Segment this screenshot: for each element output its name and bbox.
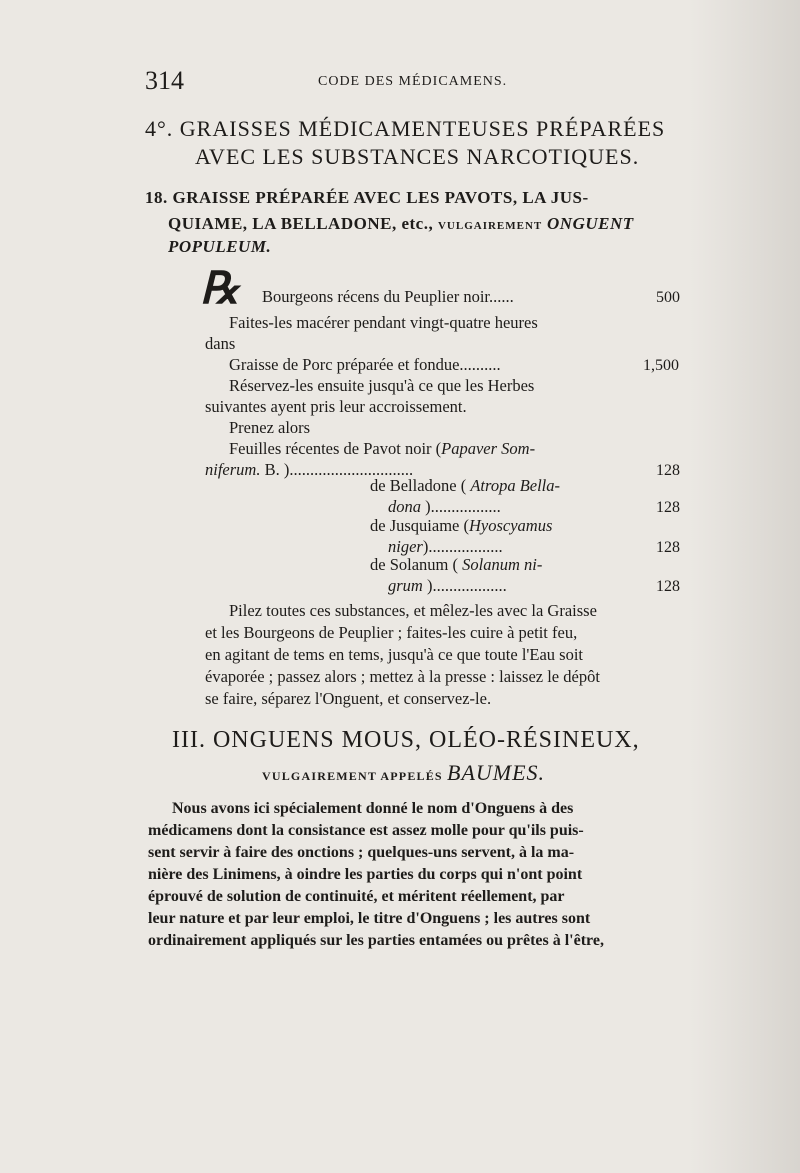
- ingredient-line: [370, 555, 542, 575]
- section-iii-baumes: BAUMES.: [447, 760, 546, 785]
- instruction-line: en agitant de tems en tems, jusqu'à ce que toute l'Eau soit: [205, 645, 584, 664]
- ingredient-leader: )..................: [422, 537, 503, 556]
- recipe-heading-line2: [168, 214, 634, 234]
- recipe-heading-line1: 18. GRAISSE PRÉPARÉE AVEC LES PAVOTS, LA JUS-: [145, 188, 589, 207]
- paragraph-line: ordinairement appliqués sur les parties entamées ou prêtes à l'être,: [148, 932, 604, 949]
- recipe-heading-line2-text: QUIAME, LA BELLADONE, etc.,: [168, 214, 434, 233]
- ingredient-quantity: 128: [656, 578, 680, 595]
- ingredient-quantity: 128: [656, 462, 680, 479]
- recipe-line: Bourgeons récens du Peuplier noir......: [262, 287, 514, 306]
- paragraph-line: leur nature et par leur emploi, le titre d'Onguens ; les autres sont: [148, 910, 591, 927]
- ingredient-latin: grum: [388, 576, 423, 595]
- instruction-line: évaporée ; passez alors ; mettez à la presse : laissez le dépôt: [205, 667, 600, 686]
- paragraph-line: Nous avons ici spécialement donné le nom d'Onguens à des: [172, 800, 574, 817]
- ingredient-latin: Papaver Som-: [441, 439, 536, 458]
- recipe-heading-line3: POPULEUM.: [168, 237, 272, 256]
- instruction-line: Pilez toutes ces substances, et mêlez-les avec la Graisse: [229, 601, 597, 620]
- recipe-line: suivantes ayent pris leur accroissement.: [205, 397, 467, 416]
- ingredient-latin: Solanum ni-: [462, 555, 543, 574]
- ingredient-line: [388, 576, 507, 596]
- recipe-line: Réservez-les ensuite jusqu'à ce que les Herbes: [229, 376, 535, 395]
- recipe-heading-vulgairement: VULGAIREMENT: [437, 220, 543, 232]
- instruction-line: et les Bourgeons de Peuplier ; faites-les cuire à petit feu,: [205, 623, 578, 642]
- ingredient-quantity: 128: [656, 499, 680, 516]
- recipe-heading-onguent: ONGUENT: [547, 214, 634, 233]
- ingredient-latin: niger: [388, 537, 423, 556]
- paragraph-line: médicamens dont la consistance est assez molle pour qu'ils puis-: [148, 822, 584, 839]
- recipe-symbol: ℞: [200, 264, 240, 313]
- ingredient-name: de Belladone (: [370, 476, 471, 495]
- recipe-quantity: 500: [656, 289, 680, 306]
- ingredient-leader: ).................: [421, 497, 501, 516]
- section-iii-subtitle: [262, 760, 545, 786]
- ingredient-latin: dona: [388, 497, 421, 516]
- ingredient-quantity: 128: [656, 539, 680, 556]
- page-number: 314: [145, 66, 184, 95]
- ingredient-leader: B. )..............................: [260, 460, 414, 479]
- ingredient-latin: Hyoscyamus: [468, 516, 553, 535]
- ingredient-line: [388, 537, 503, 557]
- section-title-line1: 4°. GRAISSES MÉDICAMENTEUSES PRÉPARÉES: [145, 116, 666, 141]
- instruction-line: se faire, séparez l'Onguent, et conservez-le.: [205, 689, 492, 708]
- page-edge-shadow: [690, 0, 800, 1173]
- ingredient-line: [388, 497, 501, 517]
- recipe-line: Graisse de Porc préparée et fondue..........: [229, 355, 501, 374]
- paragraph-line: éprouvé de solution de continuité, et méritent réellement, par: [148, 888, 565, 905]
- ingredient-name: Feuilles récentes de Pavot noir (: [229, 439, 442, 458]
- ingredient-latin: niferum.: [205, 460, 261, 479]
- recipe-line: Prenez alors: [229, 418, 311, 437]
- paragraph-line: nière des Linimens, à oindre les parties du corps qui n'ont point: [148, 866, 583, 883]
- section-iii-subtitle-text: VULGAIREMENT APPELÉS: [262, 769, 443, 783]
- ingredient-line: [370, 516, 552, 536]
- ingredient-leader: )..................: [422, 576, 507, 595]
- recipe-line: Faites-les macérer pendant vingt-quatre heures: [229, 313, 538, 332]
- ingredient-line: [229, 439, 535, 459]
- recipe-quantity: 1,500: [643, 357, 679, 374]
- paragraph-line: sent servir à faire des onctions ; quelques-uns servent, à la ma-: [148, 844, 575, 861]
- ingredient-line: [370, 476, 560, 496]
- ingredient-latin: Atropa Bella-: [470, 476, 561, 495]
- recipe-line: dans: [205, 334, 236, 353]
- section-title-line2: AVEC LES SUBSTANCES NARCOTIQUES.: [195, 144, 640, 169]
- ingredient-name: de Jusquiame (: [370, 516, 469, 535]
- section-iii-title: III. ONGUENS MOUS, OLÉO-RÉSINEUX,: [172, 727, 640, 753]
- running-title: CODE DES MÉDICAMENS.: [318, 74, 508, 89]
- ingredient-name: de Solanum (: [370, 555, 463, 574]
